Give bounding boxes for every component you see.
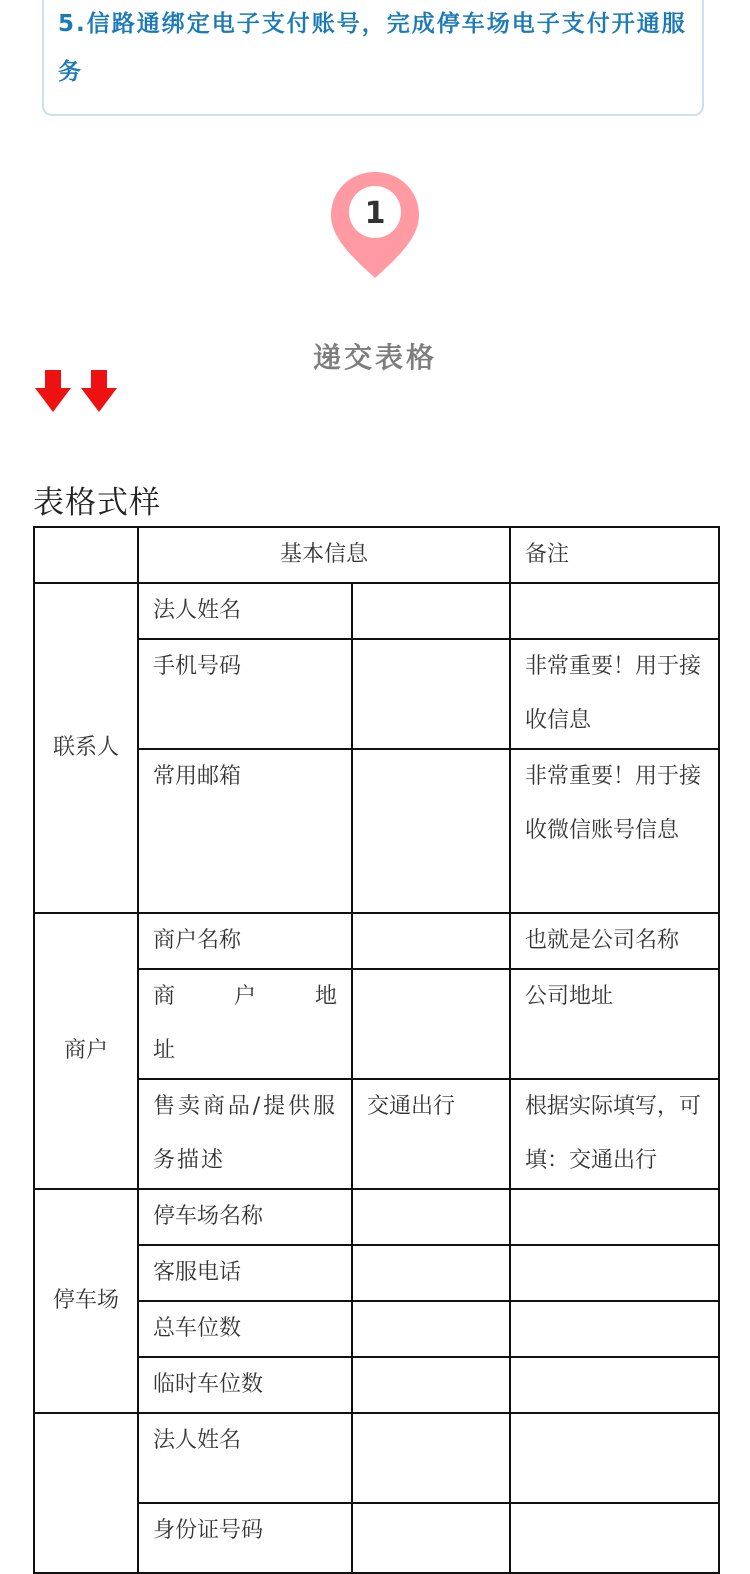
row-label: 商户名称 xyxy=(138,913,352,969)
row-value xyxy=(352,583,510,639)
row-value xyxy=(352,1503,510,1573)
row-value xyxy=(352,1301,510,1357)
row-value xyxy=(352,1357,510,1413)
group-parking xyxy=(34,1189,138,1413)
row-value xyxy=(352,1245,510,1301)
group-label: 联系人 xyxy=(52,735,119,760)
row-label: 手机号码 xyxy=(138,639,352,749)
row-label: 法人姓名 xyxy=(138,583,352,639)
row-value xyxy=(352,913,510,969)
row-remark: 公司地址 xyxy=(510,969,719,1079)
row-value xyxy=(352,639,510,749)
row-value xyxy=(352,969,510,1079)
step-location-pin-icon xyxy=(329,170,421,280)
table-header-row xyxy=(34,527,719,583)
row-remark: 非常重要！用于接收信息 xyxy=(510,639,719,749)
row-label: 客服电话 xyxy=(138,1245,352,1301)
row-remark xyxy=(510,583,719,639)
row-remark xyxy=(510,1245,719,1301)
row-remark xyxy=(510,1301,719,1357)
section-label: 表格式样 xyxy=(33,485,161,521)
table-row xyxy=(34,583,719,639)
group-label: 商户 xyxy=(63,1038,108,1063)
row-label: 总车位数 xyxy=(138,1301,352,1357)
header-basic-info: 基本信息 xyxy=(138,527,510,583)
row-label: 停车场名称 xyxy=(138,1189,352,1245)
row-remark xyxy=(510,1503,719,1573)
header-remarks: 备注 xyxy=(510,527,719,583)
table-row xyxy=(34,1189,719,1245)
notice-box xyxy=(42,0,704,116)
group-empty xyxy=(34,1413,138,1573)
row-label: 售卖商品/提供服务描述 xyxy=(138,1079,352,1189)
row-label: 商 户 地 址 xyxy=(138,969,352,1079)
step-number: 1 xyxy=(364,196,386,231)
step5-notice-text: 5.信路通绑定电子支付账号，完成停车场电子支付开通服务 xyxy=(58,11,687,85)
row-remark xyxy=(510,1189,719,1245)
row-label: 常用邮箱 xyxy=(138,749,352,913)
row-value: 交通出行 xyxy=(352,1079,510,1189)
step-title: 递交表格 xyxy=(312,341,437,374)
double-down-arrow-icon xyxy=(33,368,123,414)
form-template-table xyxy=(33,526,720,1574)
row-label: 身份证号码 xyxy=(138,1503,352,1573)
empty-header-cell xyxy=(34,527,138,583)
row-remark: 也就是公司名称 xyxy=(510,913,719,969)
row-remark: 非常重要！用于接收微信账号信息 xyxy=(510,749,719,913)
table-row xyxy=(34,913,719,969)
row-label: 法人姓名 xyxy=(138,1413,352,1503)
table-row xyxy=(34,1413,719,1503)
group-label: 停车场 xyxy=(52,1288,119,1313)
group-contact xyxy=(34,583,138,913)
row-remark: 根据实际填写，可填：交通出行 xyxy=(510,1079,719,1189)
row-value xyxy=(352,749,510,913)
group-merchant xyxy=(34,913,138,1189)
row-value xyxy=(352,1189,510,1245)
row-remark xyxy=(510,1357,719,1413)
row-label: 临时车位数 xyxy=(138,1357,352,1413)
row-remark xyxy=(510,1413,719,1503)
row-value xyxy=(352,1413,510,1503)
